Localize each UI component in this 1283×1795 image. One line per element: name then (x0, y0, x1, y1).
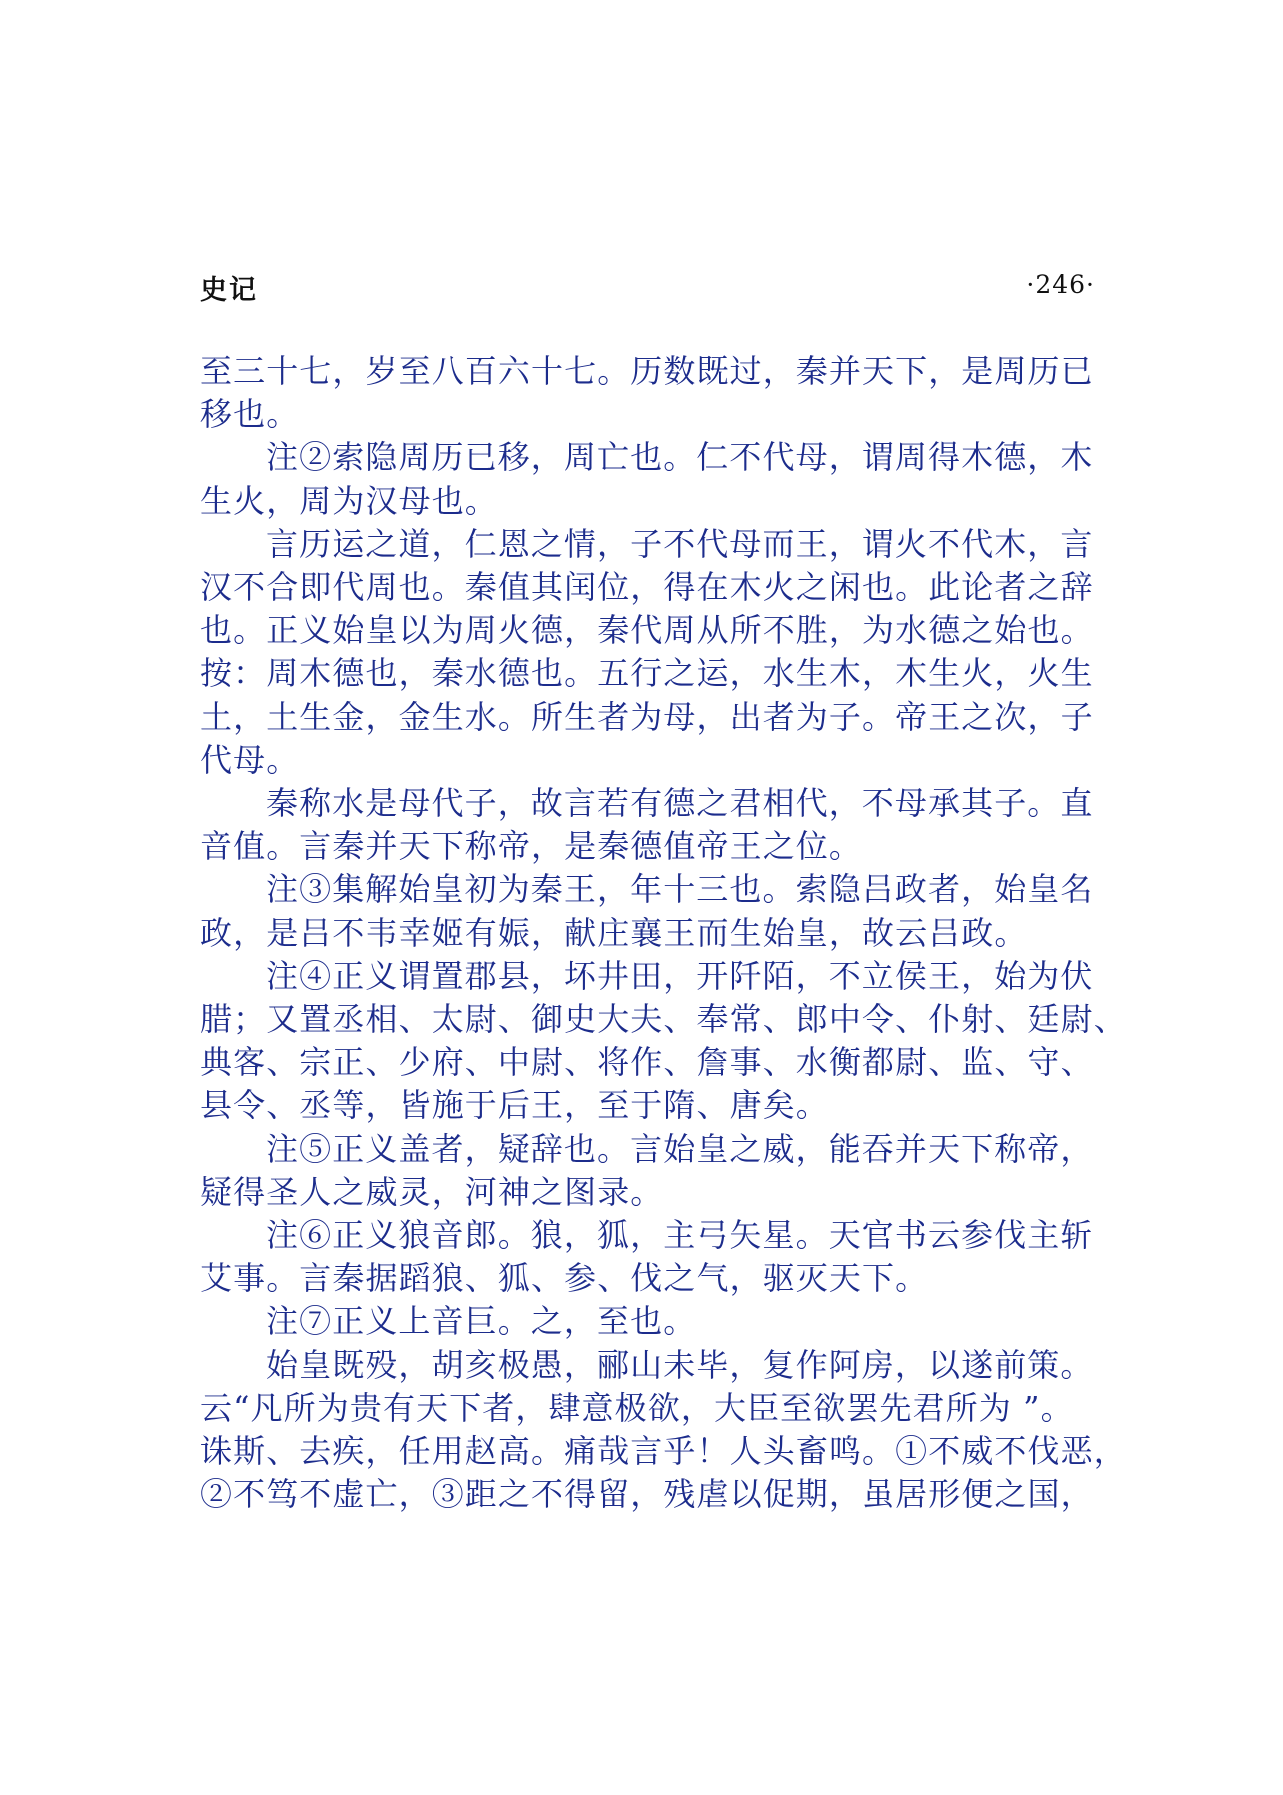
body-text (200, 350, 1127, 1516)
text-line: 汉不合即代周也。秦值其闰位，得在木火之闲也。此论者之辞 (200, 568, 1094, 607)
text-line: 始皇既殁，胡亥极愚，郦山未毕，复作阿房，以遂前策。 (266, 1345, 1094, 1384)
text-line: 注④正义谓置郡县，坏井田，开阡陌，不立侯王，始为伏 (266, 956, 1094, 995)
page-number: ·246· (1026, 270, 1095, 299)
text-line: 按：周木德也，秦水德也。五行之运，水生木，木生火，火生 (200, 654, 1094, 693)
text-line: 言历运之道，仁恩之情，子不代母而王，谓火不代木，言 (266, 524, 1094, 563)
text-line: 土，土生金，金生水。所生者为母，出者为子。帝王之次，子 (200, 697, 1094, 736)
text-line: 诛斯、去疾，任用赵高。痛哉言乎！人头畜鸣。①不威不伐恶， (200, 1432, 1127, 1471)
text-line: 典客、宗正、少府、中尉、将作、詹事、水衡都尉、监、守、 (200, 1043, 1094, 1082)
text-line: 政，是吕不韦幸姬有娠，献庄襄王而生始皇，故云吕政。 (200, 913, 1028, 952)
text-line: 至三十七，岁至八百六十七。历数既过，秦并天下，是周历已 (200, 352, 1094, 390)
text-line: 移也。 (200, 395, 300, 434)
text-line: 代母。 (200, 740, 300, 779)
text-line: 注⑦正义上音巨。之，至也。 (266, 1302, 697, 1341)
text-line: 腊；又置丞相、太尉、御史大夫、奉常、郎中令、仆射、廷尉、 (200, 1000, 1127, 1039)
text-line: 生火，周为汉母也。 (200, 481, 498, 520)
text-line: 也。正义始皇以为周火德，秦代周从所不胜，为水德之始也。 (200, 611, 1094, 650)
text-line: 县令、丞等，皆施于后王，至于隋、唐矣。 (200, 1086, 829, 1125)
text-line: 注⑤正义盖者，疑辞也。言始皇之威，能吞并天下称帝， (266, 1129, 1094, 1168)
text-line: 注②索隐周历已移，周亡也。仁不代母，谓周得木德，木 (266, 438, 1094, 477)
text-line: 注⑥正义狼音郎。狼，狐，主弓矢星。天官书云参伐主斩 (266, 1216, 1094, 1255)
text-line: 音值。言秦并天下称帝，是秦德值帝王之位。 (200, 827, 863, 866)
page-header (200, 268, 1095, 314)
text-line: ②不笃不虚亡，③距之不得留，残虐以促期，虽居形便之国， (200, 1475, 1094, 1514)
book-title: 史记 (200, 275, 258, 306)
text-line: 秦称水是母代子，故言若有德之君相代，不母承其子。直 (266, 784, 1094, 823)
text-line: 艾事。言秦据蹈狼、狐、参、伐之气，驱灭天下。 (200, 1259, 929, 1298)
text-line: 疑得圣人之威灵，河神之图录。 (200, 1172, 664, 1211)
text-line: 注③集解始皇初为秦王，年十三也。索隐吕政者，始皇名 (266, 870, 1094, 909)
text-line: 云“凡所为贵有天下者，肆意极欲，大臣至欲罢先君所为 ”。 (200, 1388, 1074, 1427)
